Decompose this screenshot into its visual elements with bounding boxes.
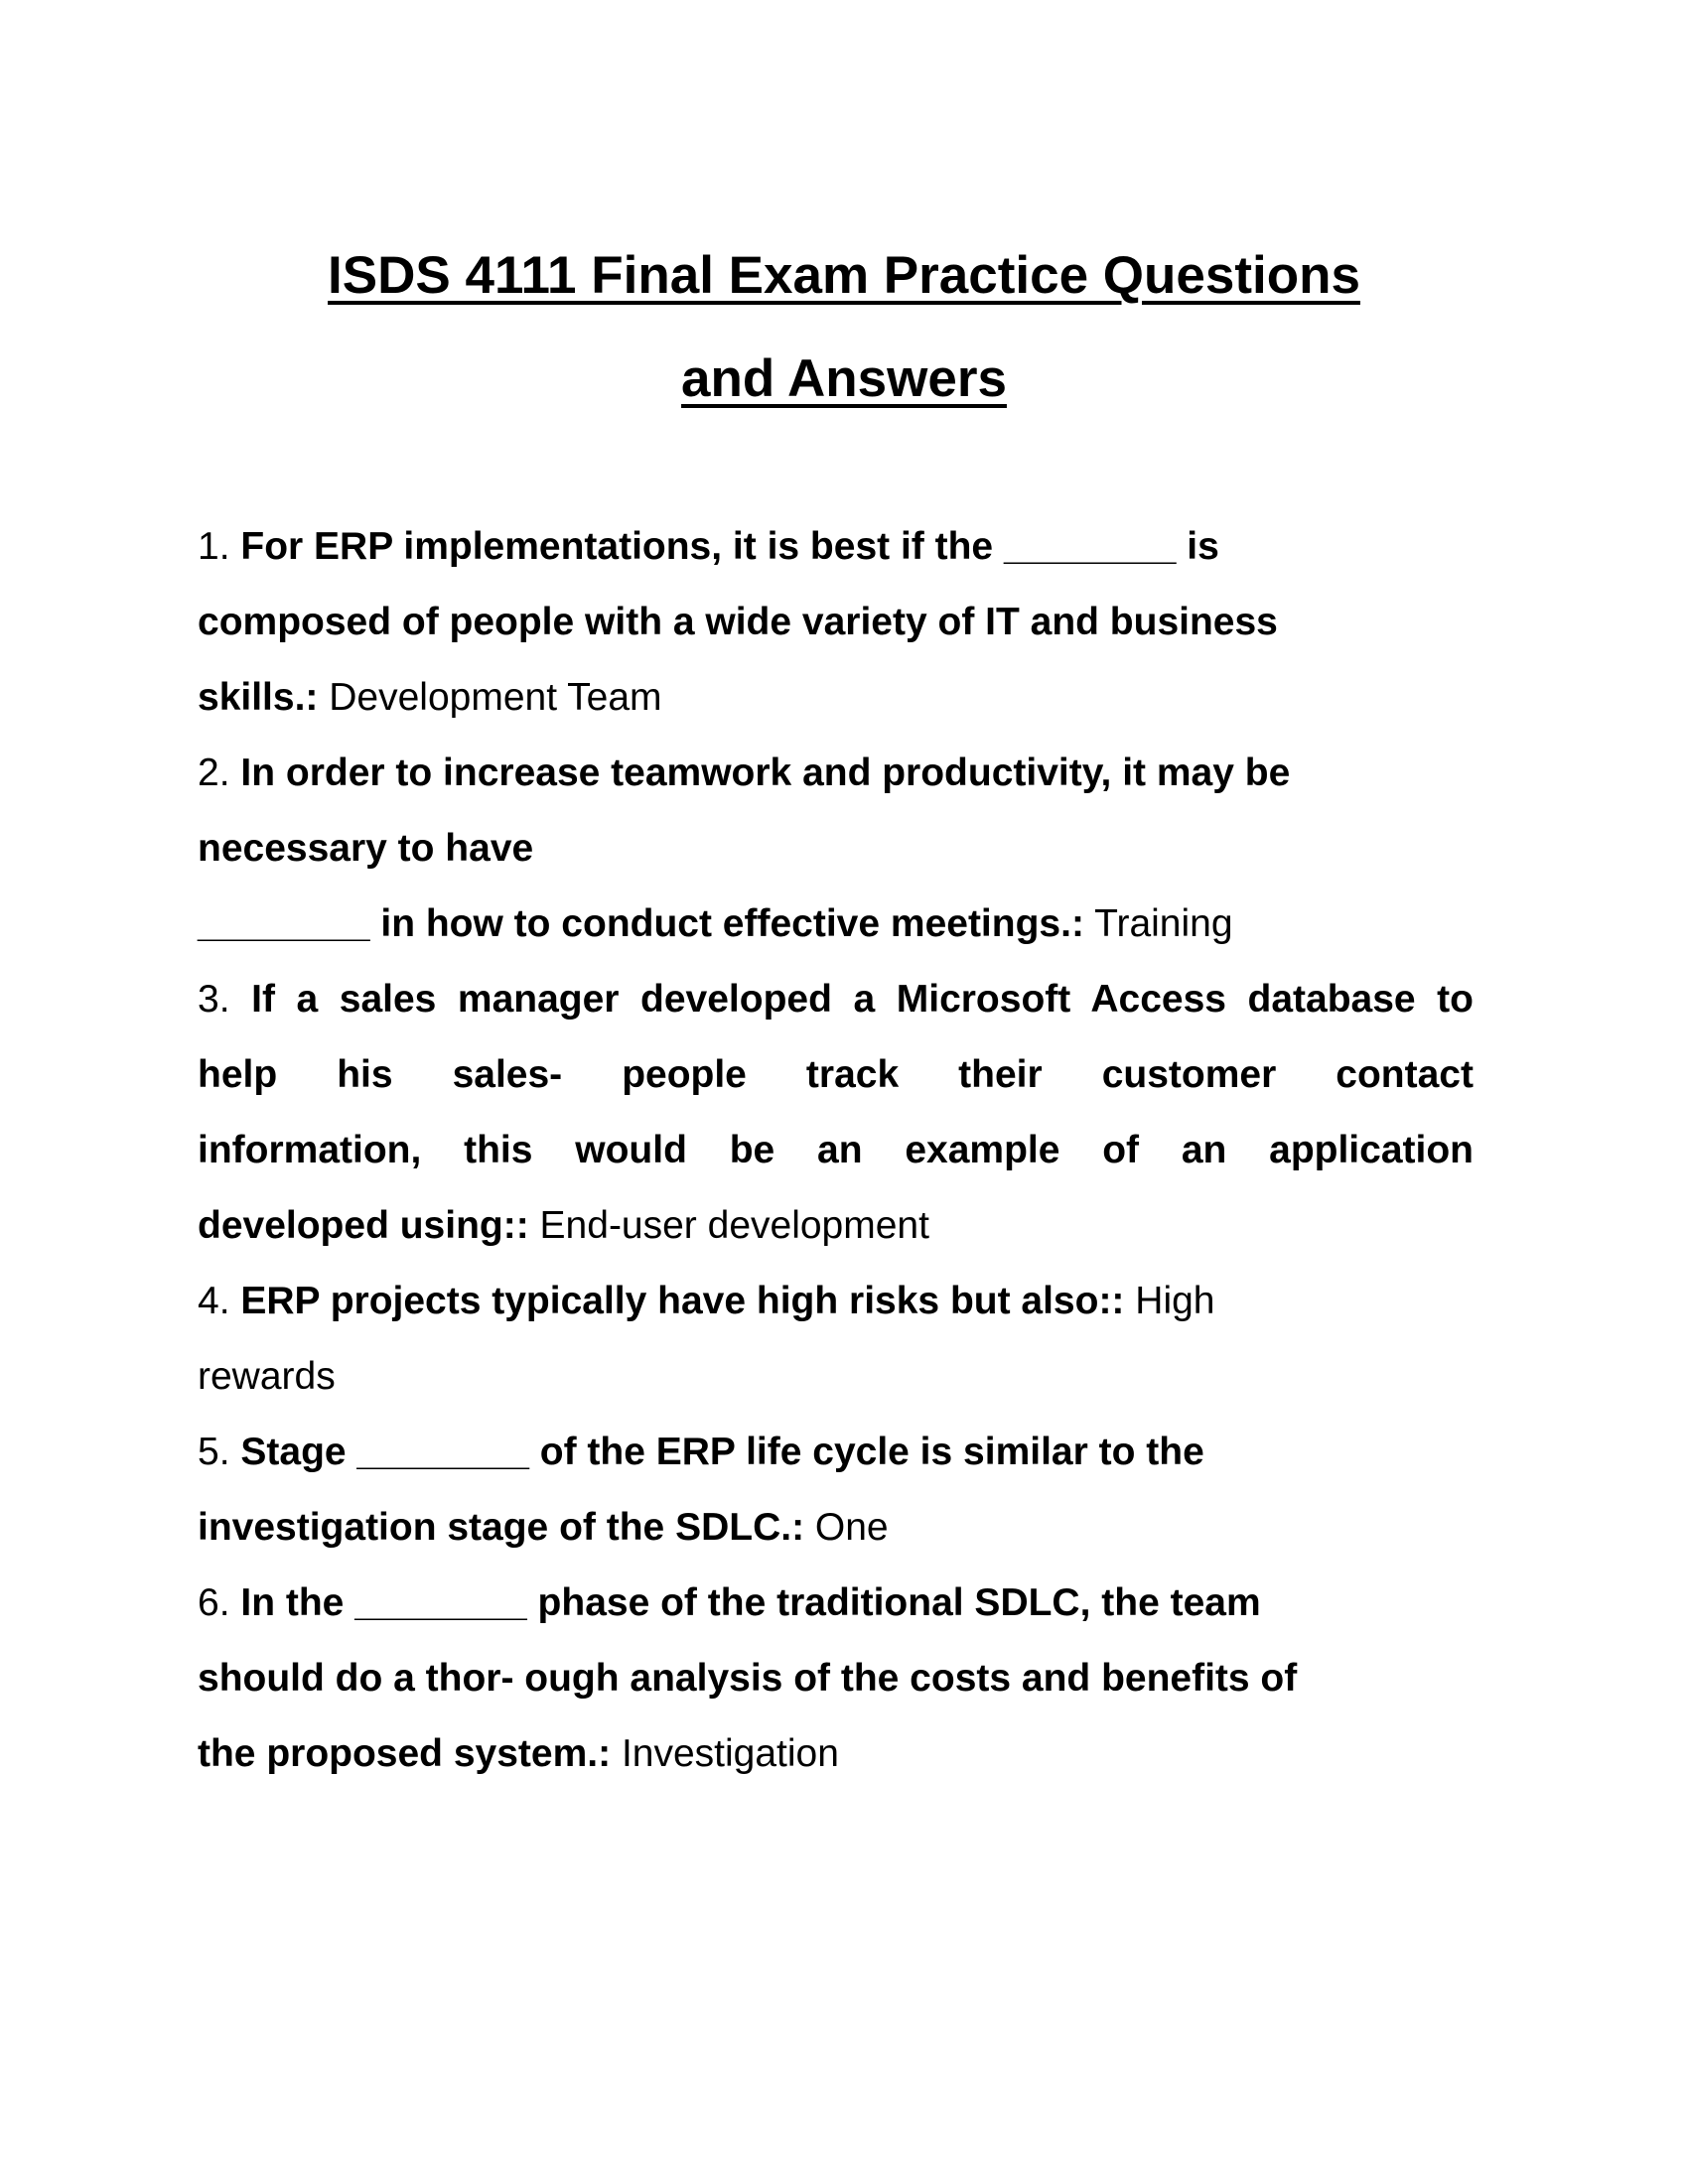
answer-text: Training	[1094, 902, 1233, 945]
question-line	[198, 1037, 1474, 1113]
question-number: 1.	[198, 525, 230, 568]
question-line	[198, 962, 1474, 1037]
question-line	[198, 1641, 1474, 1716]
question-item	[198, 962, 1474, 1264]
answer-text-continued: rewards	[198, 1355, 336, 1398]
question-text: help his sales- people track their customer contact	[198, 1053, 1474, 1096]
question-text: ERP projects typically have high risks but also::	[240, 1280, 1125, 1322]
question-text: skills.:	[198, 676, 319, 719]
question-line	[198, 811, 1474, 887]
answer-text: One	[814, 1506, 889, 1549]
answer-text: End-user development	[539, 1204, 929, 1247]
question-text: information, this would be an example of an application	[198, 1129, 1474, 1171]
question-list	[198, 509, 1474, 1792]
question-text: composed of people with a wide variety of IT and business	[198, 601, 1278, 643]
question-number: 2.	[198, 751, 230, 794]
question-item	[198, 1415, 1474, 1566]
question-text: ________ in how to conduct effective meetings.:	[198, 902, 1084, 945]
question-item	[198, 736, 1474, 962]
question-line	[198, 1716, 1474, 1792]
answer-text: Investigation	[621, 1732, 839, 1775]
answer-text: Development Team	[329, 676, 662, 719]
question-line	[198, 585, 1474, 660]
question-line	[198, 1566, 1474, 1641]
question-number: 3.	[198, 978, 230, 1021]
question-line	[198, 1490, 1474, 1566]
question-number: 6.	[198, 1581, 230, 1624]
question-line	[198, 1264, 1474, 1339]
question-item	[198, 1264, 1474, 1415]
question-item	[198, 1566, 1474, 1792]
question-text: necessary to have	[198, 827, 534, 870]
question-line	[198, 887, 1474, 962]
question-line	[198, 736, 1474, 811]
question-text: In order to increase teamwork and productivity, it may be	[240, 751, 1291, 794]
question-number: 5.	[198, 1431, 230, 1473]
question-text: the proposed system.:	[198, 1732, 612, 1775]
question-text: In the ________ phase of the traditional SDLC, the team	[240, 1581, 1261, 1624]
question-text: Stage ________ of the ERP life cycle is similar to the	[240, 1431, 1204, 1473]
question-text: should do a thor- ough analysis of the costs and benefits of	[198, 1657, 1298, 1700]
question-text: For ERP implementations, it is best if the ________ is	[240, 525, 1219, 568]
question-text: If a sales manager developed a Microsoft Access database to	[251, 978, 1474, 1021]
answer-continuation-line	[198, 1339, 1474, 1415]
question-line	[198, 1188, 1474, 1264]
document-title	[0, 224, 1688, 431]
answer-text: High	[1135, 1280, 1215, 1322]
question-item	[198, 509, 1474, 736]
question-line	[198, 1415, 1474, 1490]
title-line-1: ISDS 4111 Final Exam Practice Questions	[328, 246, 1360, 305]
question-line	[198, 660, 1474, 736]
question-line	[198, 509, 1474, 585]
question-text: developed using::	[198, 1204, 529, 1247]
question-text: investigation stage of the SDLC.:	[198, 1506, 805, 1549]
question-line	[198, 1113, 1474, 1188]
question-number: 4.	[198, 1280, 230, 1322]
title-line-2: and Answers	[681, 349, 1007, 408]
